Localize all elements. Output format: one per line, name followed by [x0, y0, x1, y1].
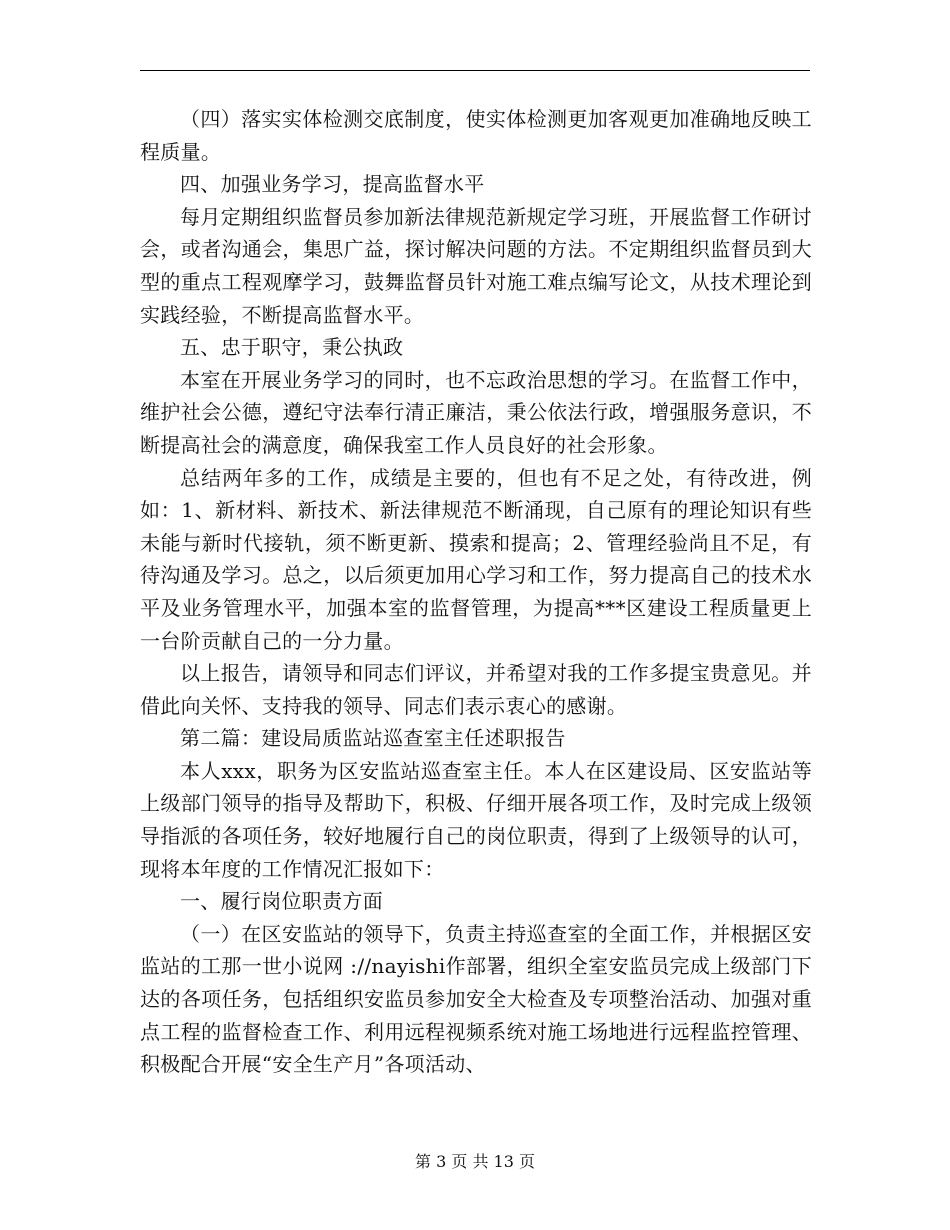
section-heading: 五、忠于职守，秉公执政 [180, 335, 404, 360]
paragraph: 本室在开展业务学习的同时，也不忘政治思想的学习。在监督工作中，维护社会公德，遵纪守法奉行清正廉洁，秉公依法行政，增强服务意识，不断提高社会的满意度，确保我室工作人员良好的社会形象。 [140, 367, 812, 457]
document-body [140, 103, 812, 1081]
paragraph: （一）在区安监站的领导下，负责主持巡查室的全面工作，并根据区安监站的工那一世小说网 ://nayishi作部署，组织全室安监员完成上级部门下达的各项任务，包括组织安监员参加安全大检查及专项整治活动、加强对重点工程的监督检查工作、利用远程视频系统对施工场地进行远程监控管理、积极配合开展“安全生产月”各项活动、 [140, 921, 812, 1077]
paragraph: 每月定期组织监督员参加新法律规范新规定学习班，开展监督工作研讨会，或者沟通会，集思广益，探讨解决问题的方法。不定期组织监督员到大型的重点工程观摩学习，鼓舞监督员针对施工难点编写论文，从技术理论到实践经验，不断提高监督水平。 [140, 204, 812, 327]
chapter-heading: 第二篇：建设局质监站巡查室主任述职报告 [180, 726, 566, 751]
page-number-footer: 第 3 页 共 13 页 [415, 1152, 535, 1171]
header-rule [140, 70, 810, 71]
paragraph: （四）落实实体检测交底制度，使实体检测更加客观更加准确地反映工程质量。 [140, 107, 812, 164]
paragraph: 以上报告，请领导和同志们评议，并希望对我的工作多提宝贵意见。并借此向关怀、支持我的领导、同志们表示衷心的感谢。 [140, 661, 812, 718]
section-heading: 一、履行岗位职责方面 [180, 889, 383, 914]
paragraph: 总结两年多的工作，成绩是主要的，但也有不足之处，有待改进，例如：1、新材料、新技术、新法律规范不断涌现，自己原有的理论知识有些未能与新时代接轨，须不断更新、摸索和提高；2、管理经验尚且不足，有待沟通及学习。总之，以后须更加用心学习和工作，努力提高自己的技术水平及业务管理水平，加强本室的监督管理，为提高***区建设工程质量更上一台阶贡献自己的一分力量。 [140, 465, 812, 653]
section-heading: 四、加强业务学习，提高监督水平 [180, 172, 485, 197]
paragraph: 本人xxx，职务为区安监站巡查室主任。本人在区建设局、区安监站等上级部门领导的指导及帮助下，积极、仔细开展各项工作，及时完成上级领导指派的各项任务，较好地履行自己的岗位职责，得到了上级领导的认可，现将本年度的工作情况汇报如下： [140, 758, 812, 881]
